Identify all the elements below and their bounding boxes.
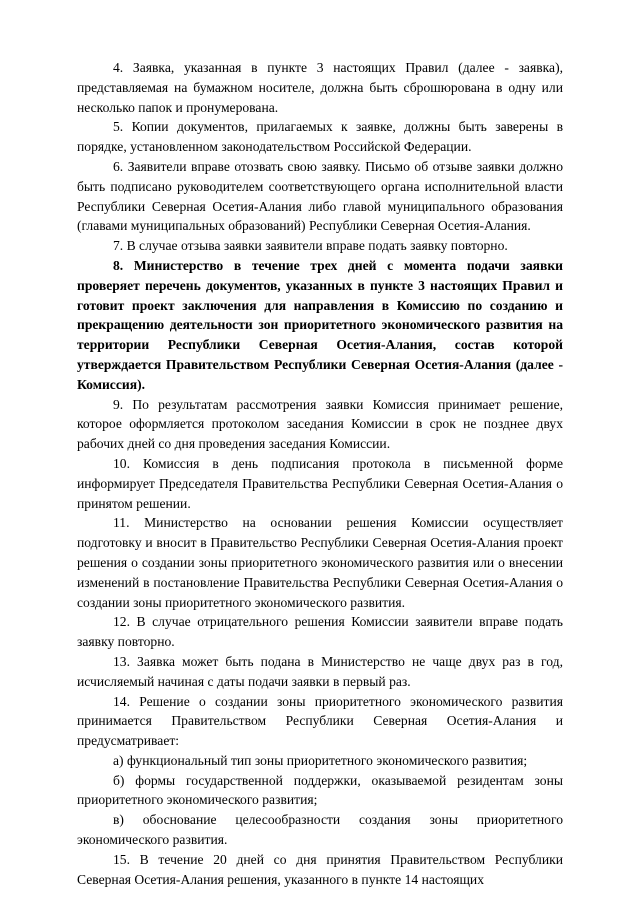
paragraph-12: 12. В случае отрицательного решения Комиссии заявители вправе подать заявку повторно. [77, 614, 563, 650]
paragraph-15: 15. В течение 20 дней со дня принятия Правительством Республики Северная Осетия-Алания решения, указанного в пункте 14 настоящих [77, 851, 563, 887]
paragraph-7: 7. В случае отзыва заявки заявители вправе подать заявку повторно. [113, 238, 508, 254]
paragraph-6: 6. Заявители вправе отозвать свою заявку. Письмо об отзыве заявки должно быть подписано руководителем соответствующего органа исполнительной власти Республики Северная Осетия-Алания либо главой муниципального образования (главами муниципальных образований) Республики Северная Осетия-Алания. [77, 158, 563, 234]
paragraph-14: 14. Решение о создании зоны приоритетного экономического развития принимается Правительством Республики Северная Осетия-Алания и предусматривает: [77, 693, 563, 749]
paragraph-4: 4. Заявка, указанная в пункте 3 настоящих Правил (далее - заявка), представляемая на бумажном носителе, должна быть сброшюрована в одну или несколько папок и пронумерована. [77, 60, 563, 115]
paragraph-13: 13. Заявка может быть подана в Министерство не чаще двух раз в год, исчисляемый начиная с даты подачи заявки в первый раз. [77, 653, 563, 689]
paragraph-5: 5. Копии документов, прилагаемых к заявке, должны быть заверены в порядке, установленном законодательством Российской Федерации. [77, 119, 563, 155]
paragraph-14-v: в) обоснование целесообразности создания зоны приоритетного экономического развития. [77, 812, 563, 848]
paragraph-11: 11. Министерство на основании решения Комиссии осуществляет подготовку и вносит в Правительство Республики Северная Осетия-Алания проект решения о создании зоны приоритетного экономического развития или о внесении изменений в постановление Правительства Республики Северная Осетия-Алания о создании зоны приоритетного экономического развития. [77, 515, 563, 610]
paragraph-9: 9. По результатам рассмотрения заявки Комиссия принимает решение, которое оформляется протоколом заседания Комиссии в срок не позднее двух рабочих дней со дня проведения заседания Комиссии. [77, 396, 563, 452]
paragraph-10: 10. Комиссия в день подписания протокола в письменной форме информирует Председателя Правительства Республики Северная Осетия-Алания о принятом решении. [77, 455, 563, 511]
paragraph-8: 8. Министерство в течение трех дней с момента подачи заявки проверяет перечень документов, указанных в пункте 3 настоящих Правил и готовит проект заключения для направления в Комиссию по созданию и прекращению деятельности зон приоритетного экономического развития на территории Республики Северная Осетия-Алания, состав которой утверждается Правительством Республики Северная Осетия-Алания (далее - Комиссия). [77, 257, 563, 392]
document-page [77, 58, 563, 889]
paragraph-14-b: б) формы государственной поддержки, оказываемой резидентам зоны приоритетного экономического развития; [77, 772, 563, 808]
paragraph-14-a: а) функциональный тип зоны приоритетного экономического развития; [113, 752, 528, 768]
